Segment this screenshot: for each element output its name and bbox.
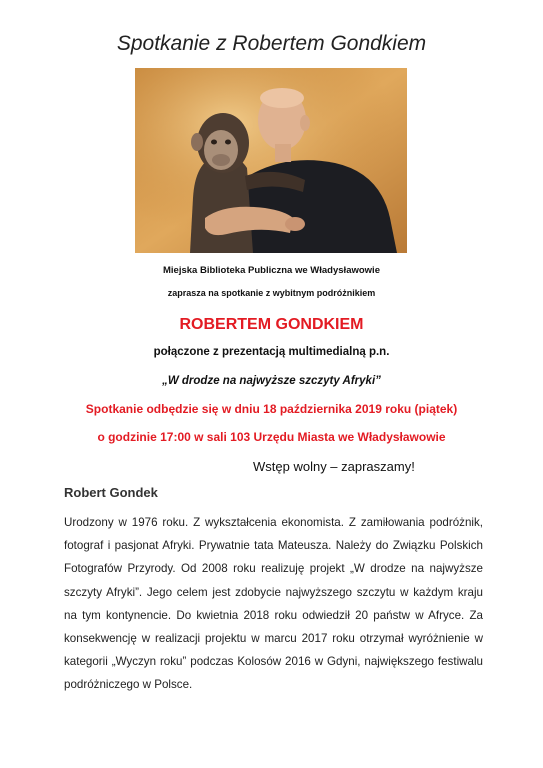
photo-man-with-chimpanzee	[135, 68, 407, 253]
invitation-text: zaprasza na spotkanie z wybitnym podróżnikiem	[167, 288, 376, 298]
bio-paragraph: Urodzony w 1976 roku. Z wykształcenia ekonomista. Z zamiłowania podróżnik, fotograf i pasjonat Afryki. Prywatnie tata Mateusza. Należy do Związku Polskich Fotografów Przyrody. Od 2008 roku realizuję projekt „W drodze na najwyższe szczyty Afryki”. Jego celem jest zdobycie najwyższego szczytu w każdym kraju na tym kontynencie. Do kwietnia 2018 roku odwiedził 20 państw w Afryce. Za konsekwencję w realizacji projektu w marcu 2017 roku otrzymał wyróżnienie w kategorii „Wyczyn roku” podczas Kolosów 2016 w Gdyni, największego festiwalu podróżniczego w Polsce.	[64, 516, 483, 692]
date-line: Spotkanie odbędzie się w dniu 18 października 2019 roku (piątek)	[85, 402, 458, 416]
guest-name: ROBERTEM GONDKIEM	[179, 316, 364, 333]
combined-with-text: połączone z prezentacją multimedialną p.n.	[153, 346, 390, 358]
place-line: o godzinie 17:00 w sali 103 Urzędu Miasta we Władysławowie	[97, 430, 446, 444]
organizer-text: Miejska Biblioteka Publiczna we Władysławowie	[163, 265, 380, 276]
page-title: Spotkanie z Robertem Gondkiem	[116, 32, 427, 55]
bio-heading: Robert Gondek	[64, 485, 158, 500]
talk-title: „W drodze na najwyższe szczyty Afryki”	[162, 375, 381, 387]
admission-text: Wstęp wolny – zapraszamy!	[253, 459, 415, 474]
